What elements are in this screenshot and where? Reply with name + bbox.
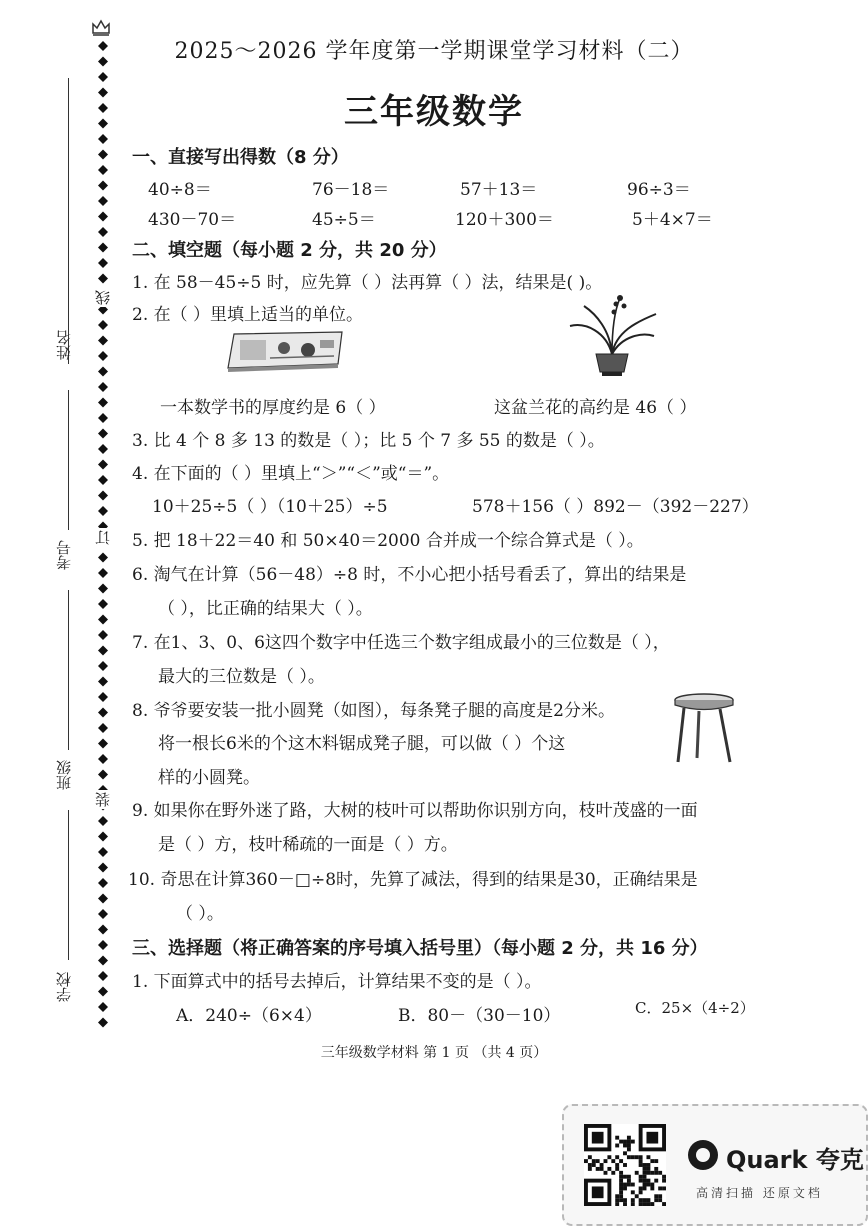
page-footer: 三年级数学材料 第 1 页 （共 4 页）	[320, 1045, 548, 1061]
calc-2: 76－18＝	[312, 180, 390, 200]
quark-logo-icon	[688, 1140, 718, 1170]
orchid-plant-image	[566, 292, 658, 380]
fill-q7-line2: 最大的三位数是（ ）。	[158, 667, 325, 687]
choice-option-a: A．240÷（6×4）	[176, 1006, 322, 1026]
fill-q6-line2: （ ），比正确的结果大（ ）。	[158, 599, 373, 619]
fill-q10-line2: （ ）。	[176, 904, 224, 924]
school-line	[68, 810, 69, 960]
choice-q1: 1. 下面算式中的括号去掉后，计算结果不变的是（ ）。	[132, 972, 542, 992]
calc-8: 5＋4×7＝	[632, 210, 713, 230]
fill-q2: 2. 在（ ）里填上适当的单位。	[132, 305, 364, 325]
binding-char-order: 订	[94, 530, 112, 545]
choice-option-c: C．25×（4÷2）	[635, 999, 755, 1017]
quark-brand: Quark 夸克	[726, 1146, 864, 1174]
calc-1: 40÷8＝	[148, 180, 212, 200]
name-label: 姓名	[55, 330, 73, 360]
section3-heading: 三、选择题（将正确答案的序号填入括号里）（每小题 2 分，共 16 分）	[132, 938, 708, 959]
exam-no-line	[68, 390, 69, 530]
fill-q4: 4. 在下面的（ ）里填上“＞”“＜”或“＝”。	[132, 464, 450, 484]
fill-q8-line2: 将一根长6米的个这木料锯成凳子腿，可以做（ ）个这	[158, 734, 566, 754]
fill-q8-line1: 8. 爷爷要安装一批小圆凳（如图），每条凳子腿的高度是2分米。	[132, 701, 615, 721]
math-book-image	[224, 330, 346, 372]
fill-q8-line3: 样的小圆凳。	[158, 768, 260, 788]
fill-q1: 1. 在 58－45÷5 时，应先算（ ）法再算（ ）法，结果是( )。	[132, 273, 603, 293]
fill-q2-book: 一本数学书的厚度约是 6（ ）	[160, 398, 386, 418]
subject-title: 三年级数学	[344, 92, 524, 132]
section1-heading: 一、直接写出得数（8 分）	[132, 147, 349, 168]
fill-q5: 5. 把 18＋22＝40 和 50×40＝2000 合并成一个综合算式是（ ）。	[132, 531, 644, 551]
qr-code-icon	[584, 1124, 666, 1206]
quark-watermark	[562, 1104, 868, 1226]
school-label: 学校	[55, 972, 73, 1002]
class-line	[68, 590, 69, 750]
fill-q9-line1: 9. 如果你在野外迷了路，大树的枝叶可以帮助你识别方向，枝叶茂盛的一面	[132, 801, 698, 821]
binding-char-line: 线	[94, 290, 112, 305]
class-label: 班级	[55, 760, 73, 790]
binding-char-bind: 装	[94, 792, 112, 807]
calc-7: 120＋300＝	[455, 210, 554, 230]
calc-6: 45÷5＝	[312, 210, 376, 230]
calc-3: 57＋13＝	[460, 180, 538, 200]
calc-4: 96÷3＝	[627, 180, 691, 200]
quark-slogan: 高清扫描 还原文档	[696, 1186, 823, 1200]
section2-heading: 二、填空题（每小题 2 分，共 20 分）	[132, 240, 447, 261]
exam-title: 2025～2026 学年度第一学期课堂学习材料（二）	[174, 39, 694, 64]
fill-q2-flower: 这盆兰花的高约是 46（ ）	[494, 398, 697, 418]
fill-q10-line1: 10. 奇思在计算360－□÷8时，先算了减法，得到的结果是30，正确结果是	[128, 870, 698, 890]
choice-option-b: B．80－（30－10）	[398, 1006, 561, 1026]
fill-q3: 3. 比 4 个 8 多 13 的数是（ ）；比 5 个 7 多 55 的数是（ ）。	[132, 431, 605, 451]
fill-q9-line2: 是（ ）方，枝叶稀疏的一面是（ ）方。	[158, 835, 458, 855]
calc-5: 430－70＝	[148, 210, 237, 230]
fill-q4-b: 578＋156（ ）892－（392－227）	[472, 497, 759, 517]
fill-q4-a: 10＋25÷5（ ）（10＋25）÷5	[152, 497, 388, 517]
exam-no-label: 考号	[55, 540, 73, 570]
round-stool-image	[672, 692, 736, 766]
fill-q6-line1: 6. 淘气在计算（56－48）÷8 时，不小心把小括号看丢了，算出的结果是	[132, 565, 687, 585]
fill-q7-line1: 7. 在1、3、0、6这四个数字中任选三个数字组成最小的三位数是（ ），	[132, 633, 670, 653]
